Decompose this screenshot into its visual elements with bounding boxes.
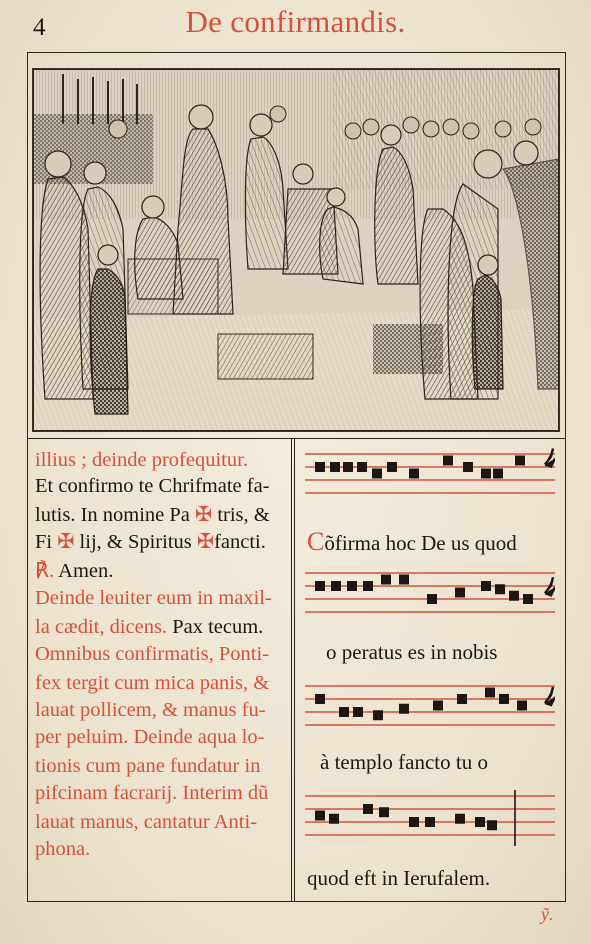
note-neume <box>331 581 341 591</box>
note-neume <box>363 804 373 814</box>
cross-icon: ✠ <box>195 504 213 526</box>
text-line <box>35 528 290 556</box>
note-neume <box>499 694 509 704</box>
note-neume <box>515 456 525 466</box>
engraving-illustration <box>32 68 560 432</box>
note-neume <box>329 814 339 824</box>
text-span: Amen. <box>58 560 114 582</box>
cross-icon: ✠ <box>57 531 75 553</box>
note-neume <box>357 462 367 472</box>
chant-staff <box>305 448 555 504</box>
note-neume <box>399 704 409 714</box>
note-neume <box>315 811 325 821</box>
text-line <box>35 446 290 474</box>
note-neume <box>343 462 353 472</box>
text-span: tionis cum pane fundatur in <box>35 755 261 777</box>
text-line <box>35 613 290 641</box>
note-neume <box>457 694 467 704</box>
note-neume <box>425 817 435 827</box>
note-neume <box>517 701 527 711</box>
note-neume <box>443 456 453 466</box>
chant-staff <box>305 790 555 846</box>
text-line <box>35 640 290 668</box>
note-neume <box>509 591 519 601</box>
note-neume <box>481 469 491 479</box>
note-neume <box>481 581 491 591</box>
chant-staff <box>305 567 555 623</box>
chant-lyric: Cõfirma hoc De us quod <box>307 527 517 556</box>
note-neume <box>463 462 473 472</box>
text-line <box>35 472 290 500</box>
decorated-initial: C <box>307 527 325 556</box>
text-span: fex tergit cum mica panis, & <box>35 672 270 694</box>
note-neume <box>455 814 465 824</box>
note-neume <box>339 707 349 717</box>
text-span: phona. <box>35 838 91 860</box>
text-line <box>35 669 290 697</box>
note-neume <box>493 469 503 479</box>
note-neume <box>315 581 325 591</box>
text-span: lij, & Spiritus <box>74 531 197 553</box>
chant-lyric: à templo fancto tu o <box>320 750 488 774</box>
text-span: lauat pollicem, & manus fu- <box>35 699 266 721</box>
note-neume <box>433 701 443 711</box>
note-neume <box>455 588 465 598</box>
text-line <box>35 779 290 807</box>
note-neume <box>387 462 397 472</box>
text-line <box>35 501 290 529</box>
text-span: per peluim. Deinde aqua lo- <box>35 726 265 748</box>
note-neume <box>372 469 382 479</box>
note-neume <box>399 575 409 585</box>
column-divider <box>291 438 295 902</box>
text-span: Omnibus confirmatis, Ponti- <box>35 643 270 665</box>
text-span: pifcinam facrarij. Interim dũ <box>35 782 269 804</box>
text-line <box>35 723 290 751</box>
text-line <box>35 584 290 612</box>
chant-lyric: quod eft in Ierufalem. <box>307 866 491 890</box>
note-neume <box>409 469 419 479</box>
note-neume <box>373 710 383 720</box>
confirmation-scene-image <box>33 69 559 431</box>
text-span: Fi <box>35 531 58 553</box>
chant-lyric: o peratus es in nobis <box>326 640 498 664</box>
text-line <box>35 752 290 780</box>
text-span: la cædit, dicens. <box>35 616 173 638</box>
note-neume <box>487 820 497 830</box>
note-neume <box>330 462 340 472</box>
note-neume <box>347 581 357 591</box>
note-neume <box>315 462 325 472</box>
text-span: tris, & <box>212 504 270 526</box>
cross-icon: ✠ <box>196 531 215 553</box>
note-neume <box>523 594 533 604</box>
chant-staff <box>305 680 555 736</box>
text-span: lutis. In nomine Pa <box>35 504 196 526</box>
note-neume <box>379 807 389 817</box>
custos-mark <box>545 687 555 705</box>
text-span: Et confirmo te Chrifmate fa- <box>35 475 270 497</box>
text-span: Pax tecum. <box>172 616 264 638</box>
text-span: fancti. <box>214 531 266 553</box>
custos-mark <box>545 449 555 467</box>
text-line <box>35 696 290 724</box>
text-span: illius ; deinde profequitur. <box>35 449 248 471</box>
page-number: 4 <box>33 14 46 41</box>
page-title: De confirmandis. <box>185 4 406 39</box>
note-neume <box>381 575 391 585</box>
note-neume <box>409 817 419 827</box>
text-span: lauat manus, cantatur Anti- <box>35 811 258 833</box>
text-line <box>35 557 290 585</box>
text-line <box>35 835 290 863</box>
note-neume <box>475 817 485 827</box>
text-span: ℟. <box>35 560 59 582</box>
catchword: ỹ. <box>541 904 554 924</box>
note-neume <box>495 584 505 594</box>
section-divider <box>27 438 566 439</box>
note-neume <box>485 688 495 698</box>
text-line <box>35 808 290 836</box>
note-neume <box>315 694 325 704</box>
note-neume <box>363 581 373 591</box>
text-span: Deinde leuiter eum in maxil- <box>35 587 272 609</box>
note-neume <box>427 594 437 604</box>
note-neume <box>353 707 363 717</box>
